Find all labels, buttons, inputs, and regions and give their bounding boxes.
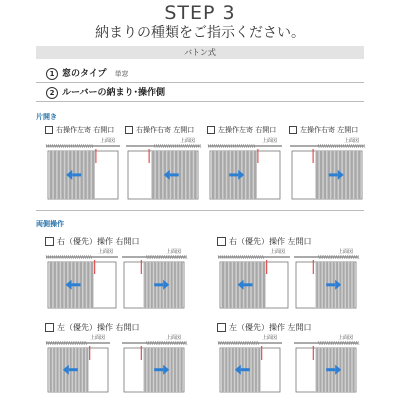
window-diagram	[285, 135, 369, 205]
louver-slat	[187, 151, 189, 199]
top-view-label: 上面図	[180, 138, 196, 144]
louver-slat	[324, 151, 326, 199]
louver-slat	[54, 151, 56, 199]
option-one-side-4[interactable]	[289, 125, 358, 135]
louver-slat	[347, 151, 349, 199]
louver-slat	[351, 151, 353, 199]
louver-slat	[183, 151, 185, 199]
window-diagram	[41, 135, 125, 205]
divider	[36, 210, 364, 211]
louver-slat	[177, 262, 179, 308]
option-one-side-1[interactable]	[45, 125, 114, 135]
window-diagram	[213, 332, 287, 398]
top-view-label: 上面図	[90, 335, 106, 341]
louver-slat	[346, 348, 348, 392]
louver-slat	[255, 348, 257, 392]
louver-slat	[84, 151, 86, 199]
window-diagram	[117, 246, 191, 314]
section-title-one-side: 片開き	[36, 113, 57, 121]
checkbox[interactable]	[289, 126, 297, 134]
section-title-both-side: 両側操作	[36, 220, 64, 228]
louver-slat	[353, 348, 355, 392]
louver-slat	[255, 262, 257, 308]
checkbox[interactable]	[45, 126, 53, 134]
louver-slat	[320, 151, 322, 199]
checkbox[interactable]	[45, 323, 54, 332]
checkbox[interactable]	[207, 126, 215, 134]
louver-slat	[160, 151, 162, 199]
louver-slat	[174, 348, 176, 392]
louver-slat	[250, 151, 252, 199]
louver-slat	[343, 348, 345, 392]
top-view-label: 上面図	[338, 249, 354, 255]
instruction-text: 納まりの種類をご指示ください。	[95, 25, 305, 41]
louver-slat	[92, 151, 94, 199]
top-view-label: 上面図	[262, 335, 278, 341]
rail-tick	[186, 255, 187, 259]
item-number-2: 2	[46, 87, 58, 99]
louver-slat	[225, 348, 227, 392]
louver-slat	[353, 262, 355, 308]
top-view-label: 上面図	[270, 249, 286, 255]
window-diagram	[41, 332, 115, 398]
step-title: STEP 3	[164, 2, 236, 24]
louver-slat	[349, 348, 351, 392]
louver-slat	[80, 348, 82, 392]
window-diagram	[117, 332, 191, 398]
louver-slat	[171, 348, 173, 392]
louver-slat	[316, 348, 318, 392]
louver-slat	[229, 262, 231, 308]
louver-slat	[179, 151, 181, 199]
louver-row	[46, 85, 165, 99]
louver-slat	[259, 262, 261, 308]
louver-slat	[50, 348, 52, 392]
top-view-label: 上面図	[98, 249, 114, 255]
louver-slat	[316, 151, 318, 199]
louver-slat	[144, 348, 146, 392]
louver-slat	[246, 151, 248, 199]
louver-slat	[53, 348, 55, 392]
top-view-label: 上面図	[338, 335, 354, 341]
option-label: 右操作右寄 左開口	[136, 126, 195, 134]
checkbox[interactable]	[45, 237, 54, 246]
louver-slat	[181, 262, 183, 308]
option-label: 左（優先）操作 左開口	[229, 323, 312, 332]
louver-slat	[320, 262, 322, 308]
louver-slat	[61, 262, 63, 308]
option-label: 右操作左寄 右開口	[56, 126, 115, 134]
rail-tick	[200, 144, 201, 148]
louver-slat	[50, 262, 52, 308]
option-label: 左（優先）操作 右開口	[57, 323, 140, 332]
louver-slat	[57, 348, 59, 392]
louver-slat	[54, 262, 56, 308]
louver-slat	[320, 348, 322, 392]
louver-slat	[343, 262, 345, 308]
window-diagram	[289, 332, 363, 398]
louver-slat	[358, 151, 360, 199]
louver-slat	[151, 262, 153, 308]
louver-slat	[152, 151, 154, 199]
rail-tick	[186, 341, 187, 345]
louver-slat	[222, 262, 224, 308]
louver-slat	[58, 151, 60, 199]
louver-slat	[88, 151, 90, 199]
top-view-label: 上面図	[262, 138, 278, 144]
divider	[36, 82, 364, 83]
louver-slat	[194, 151, 196, 199]
top-view-label: 上面図	[166, 335, 182, 341]
louver-slat	[87, 262, 89, 308]
louver-slat	[177, 348, 179, 392]
window-diagram	[289, 246, 363, 314]
louver-slat	[258, 348, 260, 392]
louver-slat	[60, 348, 62, 392]
top-view-label: 上面図	[100, 138, 116, 144]
checkbox[interactable]	[217, 237, 226, 246]
louver-slat	[220, 151, 222, 199]
louver-slat	[254, 151, 256, 199]
louver-slat	[83, 262, 85, 308]
louver-slat	[323, 348, 325, 392]
rail-tick	[358, 255, 359, 259]
louver-slat	[50, 151, 52, 199]
louver-slat	[349, 262, 351, 308]
louver-slat	[181, 348, 183, 392]
top-view-label: 上面図	[166, 249, 182, 255]
checkbox[interactable]	[125, 126, 133, 134]
louver-slat	[216, 151, 218, 199]
louver-slat	[263, 262, 265, 308]
rail-tick	[364, 144, 365, 148]
item-number-1: 1	[46, 68, 58, 80]
louver-slat	[346, 262, 348, 308]
divider	[36, 101, 364, 102]
louver-slat	[223, 151, 225, 199]
window-type-value: 単窓	[114, 70, 129, 78]
louver-slat	[156, 151, 158, 199]
louver-slat	[148, 348, 150, 392]
window-diagram	[203, 135, 287, 205]
window-diagram	[41, 246, 123, 314]
option-one-side-2[interactable]	[125, 125, 194, 135]
louver-slat	[232, 348, 234, 392]
window-type-label: 窓のタイプ	[62, 69, 107, 79]
option-label: 左操作左寄 右開口	[218, 126, 277, 134]
louver-slat	[323, 262, 325, 308]
louver-slat	[83, 348, 85, 392]
louver-slat	[86, 348, 88, 392]
type-bar: バトン式	[36, 46, 364, 59]
louver-slat	[171, 262, 173, 308]
window-diagram	[121, 135, 205, 205]
louver-slat	[174, 262, 176, 308]
louver-slat	[148, 262, 150, 308]
option-label: 右（優先）操作 左開口	[229, 237, 312, 246]
louver-slat	[212, 151, 214, 199]
louver-slat	[229, 348, 231, 392]
louver-slat	[190, 151, 192, 199]
louver-slat	[61, 151, 63, 199]
louver-slat	[57, 262, 59, 308]
louver-label: ルーバーの納まり･操作側	[62, 88, 166, 98]
option-label: 右（優先）操作 右開口	[57, 237, 140, 246]
louver-slat	[91, 262, 93, 308]
louver-slat	[233, 262, 235, 308]
louver-slat	[354, 151, 356, 199]
louver-slat	[144, 262, 146, 308]
option-one-side-3[interactable]	[207, 125, 276, 135]
louver-slat	[226, 262, 228, 308]
louver-slat	[151, 348, 153, 392]
option-label: 左操作右寄 左開口	[300, 126, 359, 134]
louver-slat	[316, 262, 318, 308]
window-diagram	[213, 246, 295, 314]
checkbox[interactable]	[217, 323, 226, 332]
top-view-label: 上面図	[344, 138, 360, 144]
rail-tick	[358, 341, 359, 345]
louver-slat	[252, 348, 254, 392]
window-type-row	[46, 66, 129, 80]
louver-slat	[222, 348, 224, 392]
